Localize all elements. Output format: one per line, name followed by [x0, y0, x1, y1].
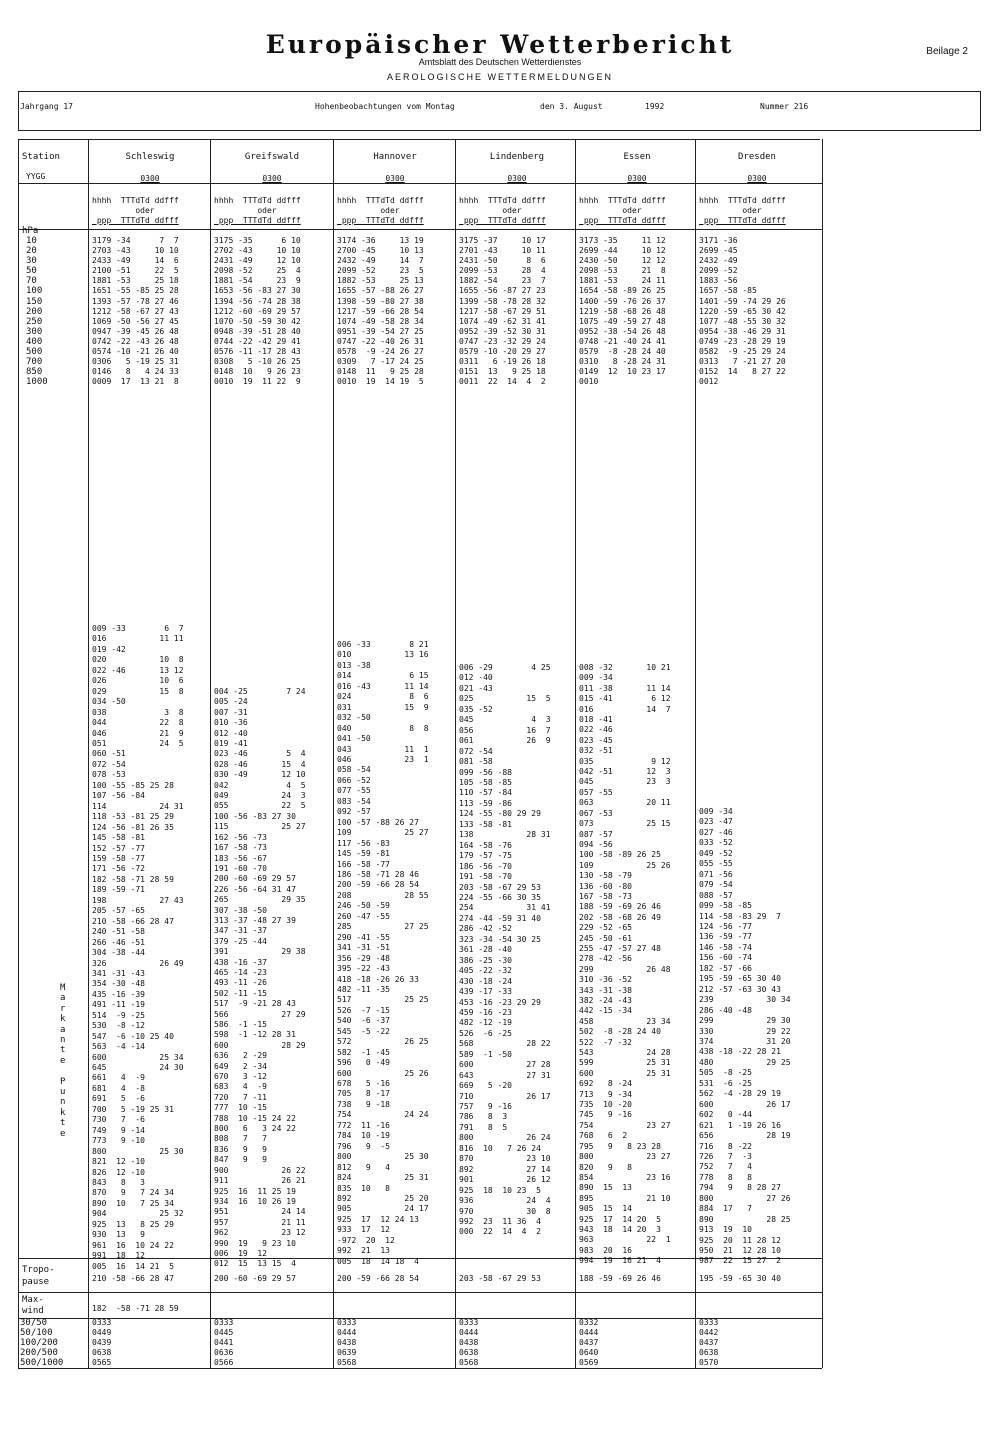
maxwind-label: Max- wind — [22, 1295, 44, 1316]
pressure-levels: 10 20 30 50 70 100 150 200 250 300 400 500 700 850 1000 — [26, 236, 48, 388]
issue-number: Nummer 216 — [760, 102, 809, 111]
frame-right — [980, 91, 981, 131]
column-header-line1: hhhh TTTdTd ddfff — [337, 196, 424, 205]
wind-shear-data: 0333 0444 0438 0639 0568 — [337, 1318, 357, 1367]
marked-points-data: 009 -33 6 7 016 11 11 019 -42 020 10 8 022 -46 13 12 026 10 6 029 15 8 034 -50 038 3 8 044 22 8 046 21 9 051 24 5 060 -51 072 -54 078 -53 100 -55 -85 25 28 107 -56 -84 114 24 31 118 -53 -81 25 29 124 -56 -81 26 35 145 -58 -81 152 -57 -77 159 -58 -77 171 -56 -72 182 -58 -71 28 59 189 -59 -71 198 27 43 205 -57 -65 210 -58 -66 28 47 240 -51 -58 266 -46 -51 304 -38 -44 326 26 49 341 -31 -43 354 -30 -48 435 -16 -39 491 -11 -19 514 -9 -25 530 -8 -12 547 -6 -10 25 40 563 -4 -14 600 25 34 645 24 30 661 4 -9 681 4 -8 691 5 -6 700 5 -19 25 31 730 7 -6 749 9 -14 773 9 -10 800 25 30 821 12 -10 826 12 -10 843 8 3 870 9 7 24 34 890 10 7 25 34 904 25 32 925 13 8 25 29 930 13 9 961 16 10 24 22 991 18 12 005 16 14 21 5 — [92, 624, 184, 1271]
station-name: Schleswig — [125, 152, 175, 162]
marked-points-data: 006 -29 4 25 012 -40 021 -43 025 15 5 035 -52 045 4 3 056 16 7 061 26 9 072 -54 081 -58 099 -56 -88 105 -58 -85 110 -57 -84 113 -59 -86 124 -55 -80 29 29 133 -58 -81 138 28 31 164 -58 -76 179 -57 -75 186 -56 -70 191 -58 -70 203 -58 -67 29 53 224 -55 -66 30 35 254 31 41 274 -44 -59 31 40 286 -42 -52 323 -34 -54 30 25 361 -28 -40 386 -25 -30 405 -22 -32 430 -18 -24 439 -17 -33 453 -16 -23 29 29 459 -16 -23 482 -12 -19 526 -6 -25 568 28 22 589 -1 -50 600 27 28 643 27 31 669 5 -20 710 26 17 757 9 -16 786 8 3 791 8 5 800 26 24 816 10 7 26 24 870 23 10 892 27 14 901 26 12 925 18 10 23 5 936 24 4 970 30 8 992 23 11 36 4 000 22 14 4 2 — [459, 663, 551, 1237]
station-yygg: 0300 — [507, 174, 527, 183]
column-header-bottom — [18, 229, 822, 230]
column-header-line1: hhhh TTTdTd ddfff — [92, 196, 179, 205]
yygg-label: YYGG — [26, 172, 46, 181]
column-header-line2: oder — [579, 206, 642, 215]
column-header-line3: ppp TTTdTd ddfff — [214, 216, 301, 225]
tropopause-data: 203 -58 -67 29 53 — [459, 1274, 541, 1283]
tropopause-label: Tropo- pause — [22, 1265, 55, 1287]
marked-points-label: M a r k a n t e P u n k t e — [60, 983, 66, 1139]
tropopause-data: 200 -60 -69 29 57 — [214, 1274, 296, 1283]
wind-shear-data: 0333 0442 0437 0638 0570 — [699, 1318, 719, 1367]
column-header-line3: ppp TTTdTd ddfff — [699, 216, 786, 225]
station-label: Station — [22, 152, 60, 162]
marked-points-data: 009 -34 023 -47 027 -46 033 -52 049 -52 055 -55 071 -56 079 -54 088 -57 099 -58 -85 114 -58 -83 29 7 124 -56 -77 136 -59 -77 146 -58 -74 156 -60 -74 182 -57 -66 195 -59 -65 30 40 212 -57 -63 30 43 239 30 34 286 -40 -48 299 29 30 330 29 22 374 31 20 438 -18 -22 28 21 480 29 25 505 -8 -25 531 -6 -25 562 -4 -28 29 19 600 26 17 602 0 -44 621 1 -19 26 16 656 28 19 716 8 -22 726 7 -3 752 7 4 778 8 8 794 9 8 28 27 800 27 26 884 17 7 890 28 25 913 19 10 925 20 11 28 12 950 21 12 28 10 987 22 15 27 2 — [699, 807, 791, 1266]
maxwind-data: 182 -58 -71 28 59 — [92, 1304, 179, 1313]
column-header-line2: oder — [699, 206, 762, 215]
table-bottom — [18, 1368, 822, 1369]
standard-levels-data: 3175 -37 10 17 2701 -43 10 11 2431 -50 8 6 2099 -53 28 4 1882 -54 23 7 1655 -56 -87 27 23 1399 -58 -78 28 32 1217 -58 -67 29 51 1074 -49 -62 31 41 0952 -39 -52 30 31 0747 -23 -32 29 24 0579 -10 -20 29 27 0311 6 -19 26 18 0151 13 9 25 18 0011 22 14 4 2 — [459, 236, 546, 387]
column-header-line3: ppp TTTdTd ddfff — [337, 216, 424, 225]
page-subtitle: Amtsblatt des Deutschen Wetterdienstes — [418, 57, 582, 67]
page-title: Europäischer Wetterbericht — [265, 30, 735, 59]
column-header-line1: hhhh TTTdTd ddfff — [459, 196, 546, 205]
station-name: Dresden — [738, 152, 776, 162]
tropopause-bottom — [18, 1292, 822, 1293]
info-row-bottom — [18, 130, 980, 131]
station-name: Greifswald — [244, 152, 300, 162]
station-row-bottom — [18, 183, 822, 184]
standard-levels-data: 3173 -35 11 12 2699 -44 10 12 2430 -50 12 12 2098 -53 21 8 1881 -53 24 11 1654 -58 -89 26 25 1400 -59 -76 26 37 1219 -58 -68 26 48 1075 -49 -59 27 48 0952 -38 -54 26 48 0748 -21 -40 24 41 0579 -8 -28 24 40 0310 8 -28 24 31 0149 12 10 23 17 0010 — [579, 236, 666, 387]
observation-year: 1992 — [645, 102, 665, 111]
table-top — [18, 139, 820, 140]
column-header-line1: hhhh TTTdTd ddfff — [214, 196, 301, 205]
tropopause-data: 210 -58 -66 28 47 — [92, 1274, 174, 1283]
column-header-line2: oder — [92, 206, 155, 215]
supplement-label: Beilage 2 — [926, 46, 968, 57]
frame-top — [18, 91, 980, 92]
frame-left — [18, 91, 19, 131]
station-yygg: 0300 — [747, 174, 767, 183]
wind-shear-data: 0332 0444 0437 0640 0569 — [579, 1318, 599, 1367]
station-name: Hannover — [373, 152, 417, 162]
station-yygg: 0300 — [627, 174, 647, 183]
standard-levels-data: 3175 -35 6 10 2702 -43 10 10 2431 -49 12 10 2098 -52 25 4 1881 -54 23 9 1653 -56 -83 27 30 1394 -56 -74 28 38 1212 -60 -69 29 57 1070 -50 -59 30 42 0948 -39 -51 28 40 0744 -22 -42 29 41 0576 -11 -17 28 43 0308 5 -10 26 25 0148 10 9 26 23 0010 19 11 22 9 — [214, 236, 301, 387]
station-yygg: 0300 — [385, 174, 405, 183]
observation-label: Hohenbeobachtungen vom Montag — [315, 102, 455, 111]
wind-shear-data: 0333 0444 0438 0638 0568 — [459, 1318, 479, 1367]
jahrgang: Jahrgang 17 — [20, 102, 73, 111]
column-divider-4 — [575, 139, 576, 1368]
column-header-line1: hhhh TTTdTd ddfff — [699, 196, 786, 205]
standard-levels-data: 3174 -36 13 19 2700 -45 10 13 2432 -49 14 7 2099 -52 23 5 1882 -53 25 13 1655 -57 -88 26 27 1398 -59 -80 27 38 1217 -59 -66 28 54 1074 -49 -58 28 34 0951 -39 -54 27 25 0747 -22 -40 26 31 0578 -9 -24 26 27 0309 7 -17 24 25 0148 11 9 25 28 0010 19 14 19 5 — [337, 236, 424, 387]
column-header-line2: oder — [214, 206, 277, 215]
table-right-border — [822, 139, 823, 1368]
station-name: Lindenberg — [489, 152, 545, 162]
column-divider-3 — [455, 139, 456, 1368]
column-header-line2: oder — [459, 206, 522, 215]
table-left-border — [18, 139, 19, 1368]
marked-points-data: 004 -25 7 24 005 -24 007 -31 010 -36 012 -40 019 -41 023 -46 5 4 028 -46 15 4 030 -49 12 10 042 4 5 049 24 3 055 22 5 100 -56 -83 27 30 115 25 27 162 -56 -73 167 -58 -73 183 -56 -67 191 -60 -70 200 -60 -69 29 57 226 -56 -64 31 47 265 29 35 307 -38 -50 313 -37 -48 27 39 347 -31 -37 379 -25 -44 391 29 38 438 -16 -37 465 -14 -23 493 -11 -26 502 -11 -15 517 -9 -21 28 43 566 27 29 586 -1 -15 598 -1 -12 28 31 600 28 29 636 2 -29 649 2 -34 670 3 -12 683 4 -9 720 7 -11 777 10 -15 788 10 -15 24 22 800 6 3 24 22 808 7 7 836 9 9 847 9 9 900 26 22 911 26 21 925 16 11 25 19 934 16 10 26 19 951 24 14 957 21 11 962 23 12 990 19 9 23 10 006 19 12 012 15 13 15 4 — [214, 687, 306, 1269]
column-divider-5 — [695, 139, 696, 1368]
column-header-line3: ppp TTTdTd ddfff — [92, 216, 179, 225]
wind-shear-data: 0333 0445 0441 0636 0566 — [214, 1318, 234, 1367]
standard-levels-data: 3171 -36 2699 -45 2432 -49 2099 -52 1883 -56 1657 -58 -85 1401 -59 -74 29 26 1220 -59 -65 30 42 1077 -48 -55 30 32 0954 -38 -46 29 31 0749 -23 -28 29 19 0582 -9 -25 29 24 0313 7 -21 27 20 0152 14 8 27 22 0012 — [699, 236, 786, 387]
hpa-label: hPa — [22, 226, 39, 236]
section-heading: AEROLOGISCHE WETTERMELDUNGEN — [386, 72, 614, 82]
marked-points-data: 008 -32 10 21 009 -34 011 -38 11 14 015 -41 6 12 016 14 7 018 -41 022 -46 023 -45 032 -51 035 9 12 042 -51 12 3 045 23 3 057 -55 063 20 11 067 -53 073 25 15 087 -57 094 -56 100 -58 -89 26 25 109 25 26 130 -58 -79 136 -60 -80 167 -58 -73 188 -59 -69 26 46 202 -58 -68 26 49 229 -52 -65 245 -50 -61 255 -47 -57 27 48 278 -42 -56 299 26 48 310 -36 -52 343 -31 -38 382 -24 -43 442 -15 -34 458 23 34 502 -8 -28 24 40 522 -7 -32 543 24 28 599 25 31 600 25 31 692 8 -24 713 9 -34 735 10 -20 745 9 -16 754 23 27 768 6 2 795 9 8 23 28 800 23 27 820 9 8 854 23 16 890 15 13 895 21 10 905 15 14 925 17 14 20 5 943 18 14 20 3 963 22 1 983 20 16 994 19 16 21 4 — [579, 663, 671, 1266]
observation-date: den 3. August — [540, 102, 603, 111]
standard-levels-data: 3179 -34 7 7 2703 -43 10 10 2433 -49 14 6 2100 -51 22 5 1881 -53 25 18 1651 -55 -85 25 28 1393 -57 -78 27 46 1212 -58 -67 27 43 1069 -50 -56 27 45 0947 -39 -45 26 48 0742 -22 -43 26 48 0574 -10 -21 26 40 0306 5 -19 25 31 0146 8 4 24 33 0009 17 13 21 8 — [92, 236, 179, 387]
station-yygg: 0300 — [262, 174, 282, 183]
shear-labels: 30/50 50/100 100/200 200/500 500/1000 — [20, 1318, 64, 1368]
label-column-divider — [88, 139, 89, 1368]
column-header-line3: ppp TTTdTd ddfff — [579, 216, 666, 225]
tropopause-data: 195 -59 -65 30 40 — [699, 1274, 781, 1283]
tropopause-data: 188 -59 -69 26 46 — [579, 1274, 661, 1283]
wind-shear-data: 0333 0449 0439 0638 0565 — [92, 1318, 112, 1367]
column-divider-2 — [333, 139, 334, 1368]
column-header-line1: hhhh TTTdTd ddfff — [579, 196, 666, 205]
column-header-line2: oder — [337, 206, 400, 215]
marked-points-data: 006 -33 8 21 010 13 16 013 -38 014 6 15 016 -43 11 14 024 8 6 031 15 9 032 -50 040 8 8 041 -50 043 11 1 046 23 1 058 -54 066 -52 077 -55 083 -54 092 -57 100 -57 -88 26 27 109 25 27 117 -56 -83 145 -59 -81 166 -58 -77 186 -58 -71 28 46 200 -59 -66 28 54 208 28 55 246 -50 -59 260 -47 -55 285 27 25 290 -41 -55 341 -31 -51 356 -29 -48 395 -22 -43 418 -18 -26 26 33 482 -11 -35 517 25 25 526 -7 -15 540 -6 -37 545 -5 -22 572 26 25 582 -1 -45 596 0 -49 600 25 26 678 5 -16 705 8 -17 738 9 -18 754 24 24 772 11 -16 784 10 -19 796 9 -5 800 25 30 812 9 4 824 25 31 835 10 8 892 25 20 905 24 17 925 17 12 24 13 933 17 12 -972 20 12 992 21 13 005 18 14 18 4 — [337, 640, 429, 1266]
tropopause-data: 200 -59 -66 28 54 — [337, 1274, 419, 1283]
station-name: Essen — [623, 152, 651, 162]
station-yygg: 0300 — [140, 174, 160, 183]
column-divider-1 — [210, 139, 211, 1368]
column-header-line3: ppp TTTdTd ddfff — [459, 216, 546, 225]
